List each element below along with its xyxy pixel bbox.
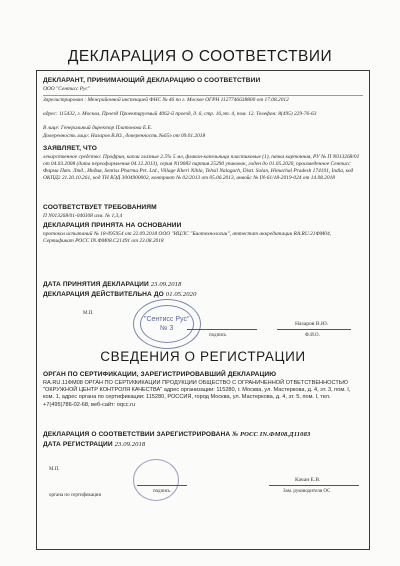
registration-title: СВЕДЕНИЯ О РЕГИСТРАЦИИ bbox=[100, 349, 306, 364]
company-stamp-text: "Сентисс Рус" bbox=[144, 316, 190, 323]
mp-label-2: М.П. bbox=[49, 467, 60, 472]
document-title: ДЕКЛАРАЦИЯ О СООТВЕТСТВИИ bbox=[67, 48, 333, 65]
applicant-name: ООО "Сентисс Рус" bbox=[43, 86, 91, 92]
basis-heading: ДЕКЛАРАЦИЯ ПРИНЯТА НА ОСНОВАНИИ bbox=[43, 222, 182, 229]
signatory-name-2: Качан Е.В. bbox=[295, 477, 321, 483]
signature-caption-2: подпись bbox=[153, 489, 171, 494]
accept-date-label bbox=[43, 281, 181, 288]
basis-text: протокол испытаний № 18-095954 от 22.09.2018 ООО "ИЦЛС "Биотехнологии", аттестат аккредитации RA.RU.21ФМ04, Сертификат РОСС IN.ФМ08.C21491 от 23.08.2018 bbox=[43, 231, 332, 244]
valid-date-label bbox=[43, 291, 196, 298]
divider bbox=[43, 95, 363, 96]
signature-caption: подпись bbox=[209, 333, 227, 338]
registered-value: № РОСС IN.ФМ08.Д11083 bbox=[232, 431, 311, 438]
conformity-heading: СООТВЕТСТВУЕТ ТРЕБОВАНИЯМ bbox=[43, 204, 157, 211]
company-stamp-number: № 3 bbox=[160, 325, 174, 332]
valid-date-value: 01.05.2020 bbox=[165, 291, 197, 298]
name-line bbox=[277, 329, 351, 330]
registration-text: RA.RU.11ФМ08 ОРГАН ПО СЕРТИФИКАЦИИ ПРОДУКЦИИ ОБЩЕСТВО С ОГРАНИЧЕННОЙ ОТВЕТСТВЕННОСТЬЮ "ОКРУЖНОЙ ЦЕНТР КОНТРОЛЯ КАЧЕСТВА" адрес организации: 115280, г. Москва, ул. Мастеркова, д. 4, эт. 3, пом. I, ком. 1, адрес органа по сертификации: 115280, РОССИЯ, город Москва, ул. Мастеркова, д. 4, эт. 5, пом. I, тел. +7(495)786-02-68, веб-сайт: oqcc.ru bbox=[43, 380, 351, 408]
registration-date-value: 23.09.2018 bbox=[114, 441, 146, 448]
cert-body-stamp-caption: органа по сертификации bbox=[49, 493, 102, 498]
applicant-address: адрес: 115432, г. Москва, Проезд Проектируемый 4062-й проезд, д. 6, стр. 16,эт. 4, пом. 12. Телефон: 8(495) 229-76-63 bbox=[43, 111, 317, 117]
applicant-person: В лице: Генеральный директор Платонова Е.Е. bbox=[43, 125, 153, 131]
registration-date-label: ДАТА РЕГИСТРАЦИИ bbox=[43, 441, 113, 448]
declaration-frame bbox=[36, 70, 370, 550]
applicant-details: Зарегистрирован : Межрайонной инспекцией ФНС № 46 по г. Москве ОГРН 1127746638800 от 17.08.2012 bbox=[43, 97, 289, 103]
name-line-2 bbox=[269, 485, 359, 486]
registration-date-line bbox=[43, 441, 145, 448]
applicant-power: Доверенность лицо: Назаров В.Ю., доверенность №65э от 09.01.2018 bbox=[43, 133, 206, 139]
registered-label: ДЕКЛАРАЦИЯ О СООТВЕТСТВИИ ЗАРЕГИСТРИРОВАНА bbox=[43, 431, 231, 438]
declares-text: лекарственное средство: Профрин, капли глазные 2.5% 5 мл, флакон-капельница пластиковые (1), пачка картонная, РУ № П N013268/01 от 04.03.2008 (дата переоформления 04.12.2013), серия N19083 партия 25290 упаковок, годен до 01.05.2020, произведенное Сентисс Фарма Пвт. Лтд., Индия, Sentiss Pharma Pvt. Ltd., Village Kheri Nihla, Tehsil Nalagarh, Distt. Solan, Himachal Pradesh 174101, India, код ОКПД2 21.20.10.261, код ТН ВЭД 3004900002, контракт № 02/2013 от 05.06.2013, инвойс № IN-61/18-2019-024 от 14.08.2018 bbox=[43, 154, 360, 181]
accept-date-value: 23.09.2018 bbox=[150, 281, 182, 288]
signature-line bbox=[187, 329, 257, 330]
company-stamp-inner-ring bbox=[140, 305, 194, 343]
accept-date-label-text: ДАТА ПРИНЯТИЯ ДЕКЛАРАЦИИ bbox=[43, 281, 149, 288]
valid-date-label-text: ДЕКЛАРАЦИЯ ДЕЙСТВИТЕЛЬНА ДО bbox=[43, 291, 164, 298]
signature-line-2 bbox=[137, 485, 187, 486]
name-caption: Ф.И.О. bbox=[305, 333, 320, 338]
company-stamp bbox=[133, 299, 201, 349]
registration-heading: ОРГАН ПО СЕРТИФИКАЦИИ, ЗАРЕГИСТРИРОВАВШИЙ ДЕКЛАРАЦИЮ bbox=[43, 371, 277, 378]
cert-body-stamp bbox=[133, 459, 179, 501]
conformity-text: П N013268/01-040308 изм. № 1,3,4 bbox=[43, 213, 123, 219]
name-caption-2: Зам. руководителя ОС bbox=[283, 489, 331, 494]
signatory-name: Назаров В.Ю. bbox=[295, 321, 329, 327]
declares-heading: ЗАЯВЛЯЕТ, ЧТО bbox=[43, 145, 97, 152]
applicant-heading: ДЕКЛАРАНТ, ПРИНИМАЮЩИЙ ДЕКЛАРАЦИЮ О СООТВЕТСТВИИ bbox=[43, 77, 261, 84]
mp-label: М.П. bbox=[83, 311, 94, 316]
registered-line bbox=[43, 431, 310, 438]
